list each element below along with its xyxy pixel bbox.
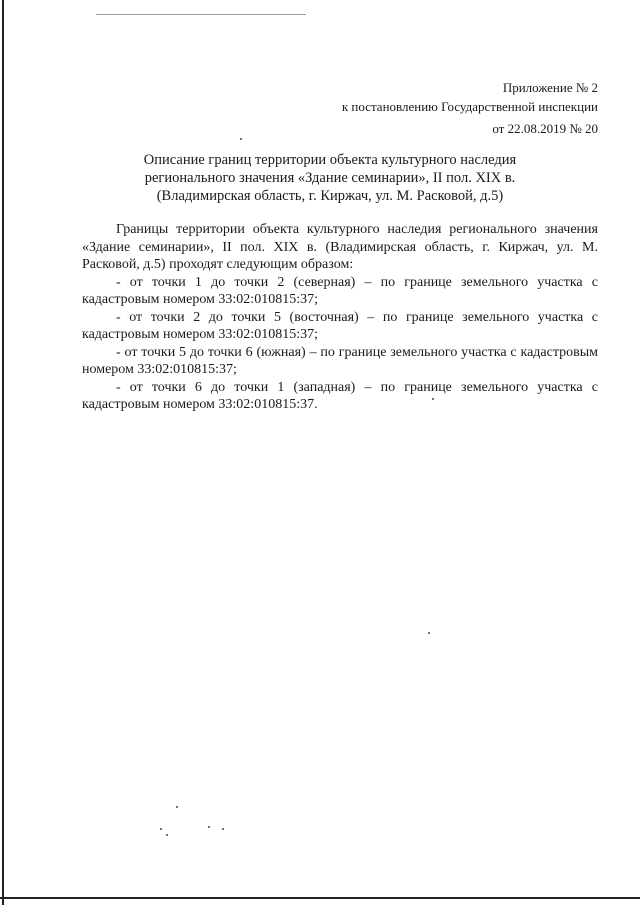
scan-edge-bottom bbox=[0, 897, 640, 899]
scan-edge-left bbox=[2, 0, 4, 905]
scan-speck bbox=[428, 632, 430, 634]
title-line-1: Описание границ территории объекта культурного наследия bbox=[143, 152, 517, 168]
scan-speck bbox=[240, 138, 242, 140]
scan-speck bbox=[176, 806, 178, 808]
title-line-3: (Владимирская область, г. Киржач, ул. М. Расковой, д.5) bbox=[156, 188, 504, 204]
scan-speck bbox=[208, 826, 210, 828]
title-line-2: регионального значения «Здание семинарии», II пол. XIX в. bbox=[144, 170, 516, 186]
scan-speck bbox=[166, 834, 168, 836]
appendix-label: Приложение № 2 bbox=[502, 80, 598, 95]
boundary-item: - от точки 6 до точки 1 (западная) – по границе земельного участка с кадастровым номером 33:02:010815:37. bbox=[82, 379, 598, 412]
reference-label: к постановлению Государственной инспекции bbox=[341, 99, 598, 114]
boundary-item: - от точки 2 до точки 5 (восточная) – по границе земельного участка с кадастровым номером 33:02:010815:37; bbox=[82, 309, 598, 342]
document-header bbox=[342, 78, 598, 116]
intro-paragraph: Границы территории объекта культурного наследия регионального значения «Здание семинарии», II пол. XIX в. (Владимирская область, г. Киржач, ул. М. Расковой, д.5) проходят следующим образом: bbox=[82, 222, 598, 272]
document-title bbox=[60, 151, 600, 205]
boundary-item: - от точки 1 до точки 2 (северная) – по границе земельного участка с кадастровым номером 33:02:010815:37; bbox=[82, 274, 598, 307]
boundary-item: - от точки 5 до точки 6 (южная) – по границе земельного участка с кадастровым номером 33:02:010815:37; bbox=[82, 344, 598, 377]
date-number-label: от 22.08.2019 № 20 bbox=[492, 121, 598, 136]
scan-speck bbox=[160, 828, 162, 830]
scan-speck bbox=[222, 828, 224, 830]
document-body bbox=[82, 221, 598, 414]
scan-artifact-top bbox=[96, 14, 306, 15]
